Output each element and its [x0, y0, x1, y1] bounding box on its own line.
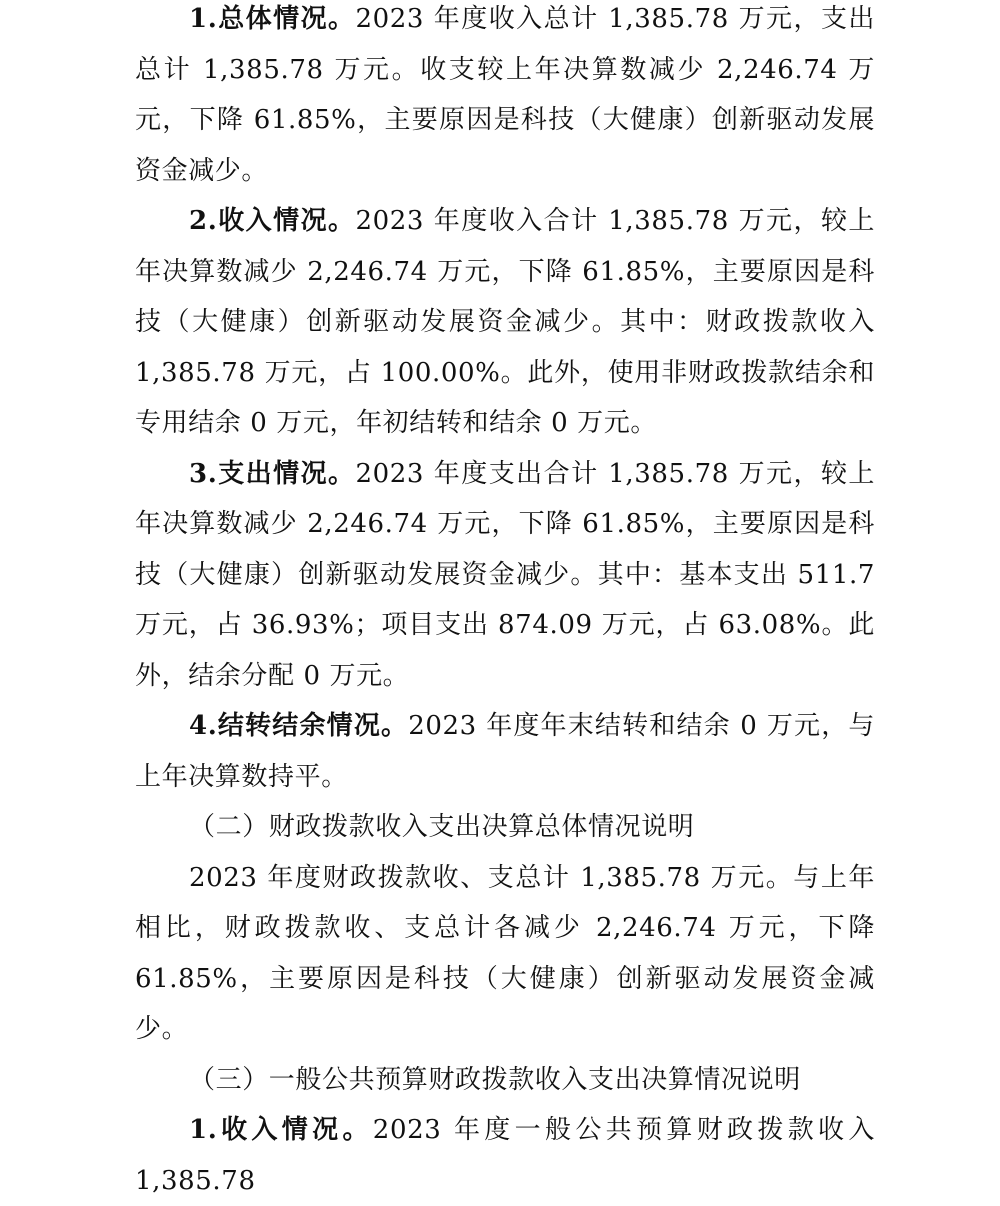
paragraph-label: 3.支出情况。: [189, 458, 356, 489]
paragraph-overall: [135, 0, 875, 196]
paragraph-fiscal: 2023 年度财政拨款收、支总计 1,385.78 万元。与上年相比，财政拨款收、支总计各减少 2,246.74 万元，下降 61.85%，主要原因是科技（大健康）创新驱动发展资金减少。: [135, 862, 875, 1044]
section-heading-general-budget: （三）一般公共预算财政拨款收入支出决算情况说明: [189, 1064, 801, 1095]
paragraph-income: [135, 196, 875, 449]
paragraph-general-income: [135, 1105, 875, 1206]
paragraph-label: 4.结转结余情况。: [189, 711, 409, 741]
paragraph-label: 1.总体情况。: [189, 4, 356, 34]
paragraph-expenditure: [135, 449, 875, 702]
document-page: [135, 0, 875, 1206]
paragraph-text: 2023 年度收入总计 1,385.78 万元，支出总计 1,385.78 万元。收支较上年决算数减少 2,246.74 万元，下降 61.85%，主要原因是科技（大健康）创新驱动发展资金减少。: [135, 4, 876, 186]
paragraph-label: 1.收入情况。: [189, 1115, 373, 1145]
paragraph-text: 2023 年度年末结转和结余 0 万元，与上年决算数持平。: [135, 711, 875, 792]
paragraph-text: 2023 年度支出合计 1,385.78 万元，较上年决算数减少 2,246.74 万元，下降 61.85%，主要原因是科技（大健康）创新驱动发展资金减少。其中：基本支出 511.7 万元，占 36.93%；项目支出 874.09 万元，占 63.08%。此外，结余分配 0 万元。: [135, 458, 876, 691]
paragraph-text: 2023 年度收入合计 1,385.78 万元，较上年决算数减少 2,246.74 万元，下降 61.85%，主要原因是科技（大健康）创新驱动发展资金减少。其中：财政拨款收入 1,385.78 万元，占 100.00%。此外，使用非财政拨款结余和专用结余 0 万元，年初结转和结余 0 万元。: [135, 206, 876, 438]
paragraph-text: 2023 年度一般公共预算财政拨款收入 1,385.78: [135, 1115, 875, 1196]
paragraph-label: 2.收入情况。: [189, 206, 356, 236]
section-heading-fiscal: （二）财政拨款收入支出决算总体情况说明: [189, 812, 695, 842]
paragraph-carryover: [135, 701, 875, 802]
